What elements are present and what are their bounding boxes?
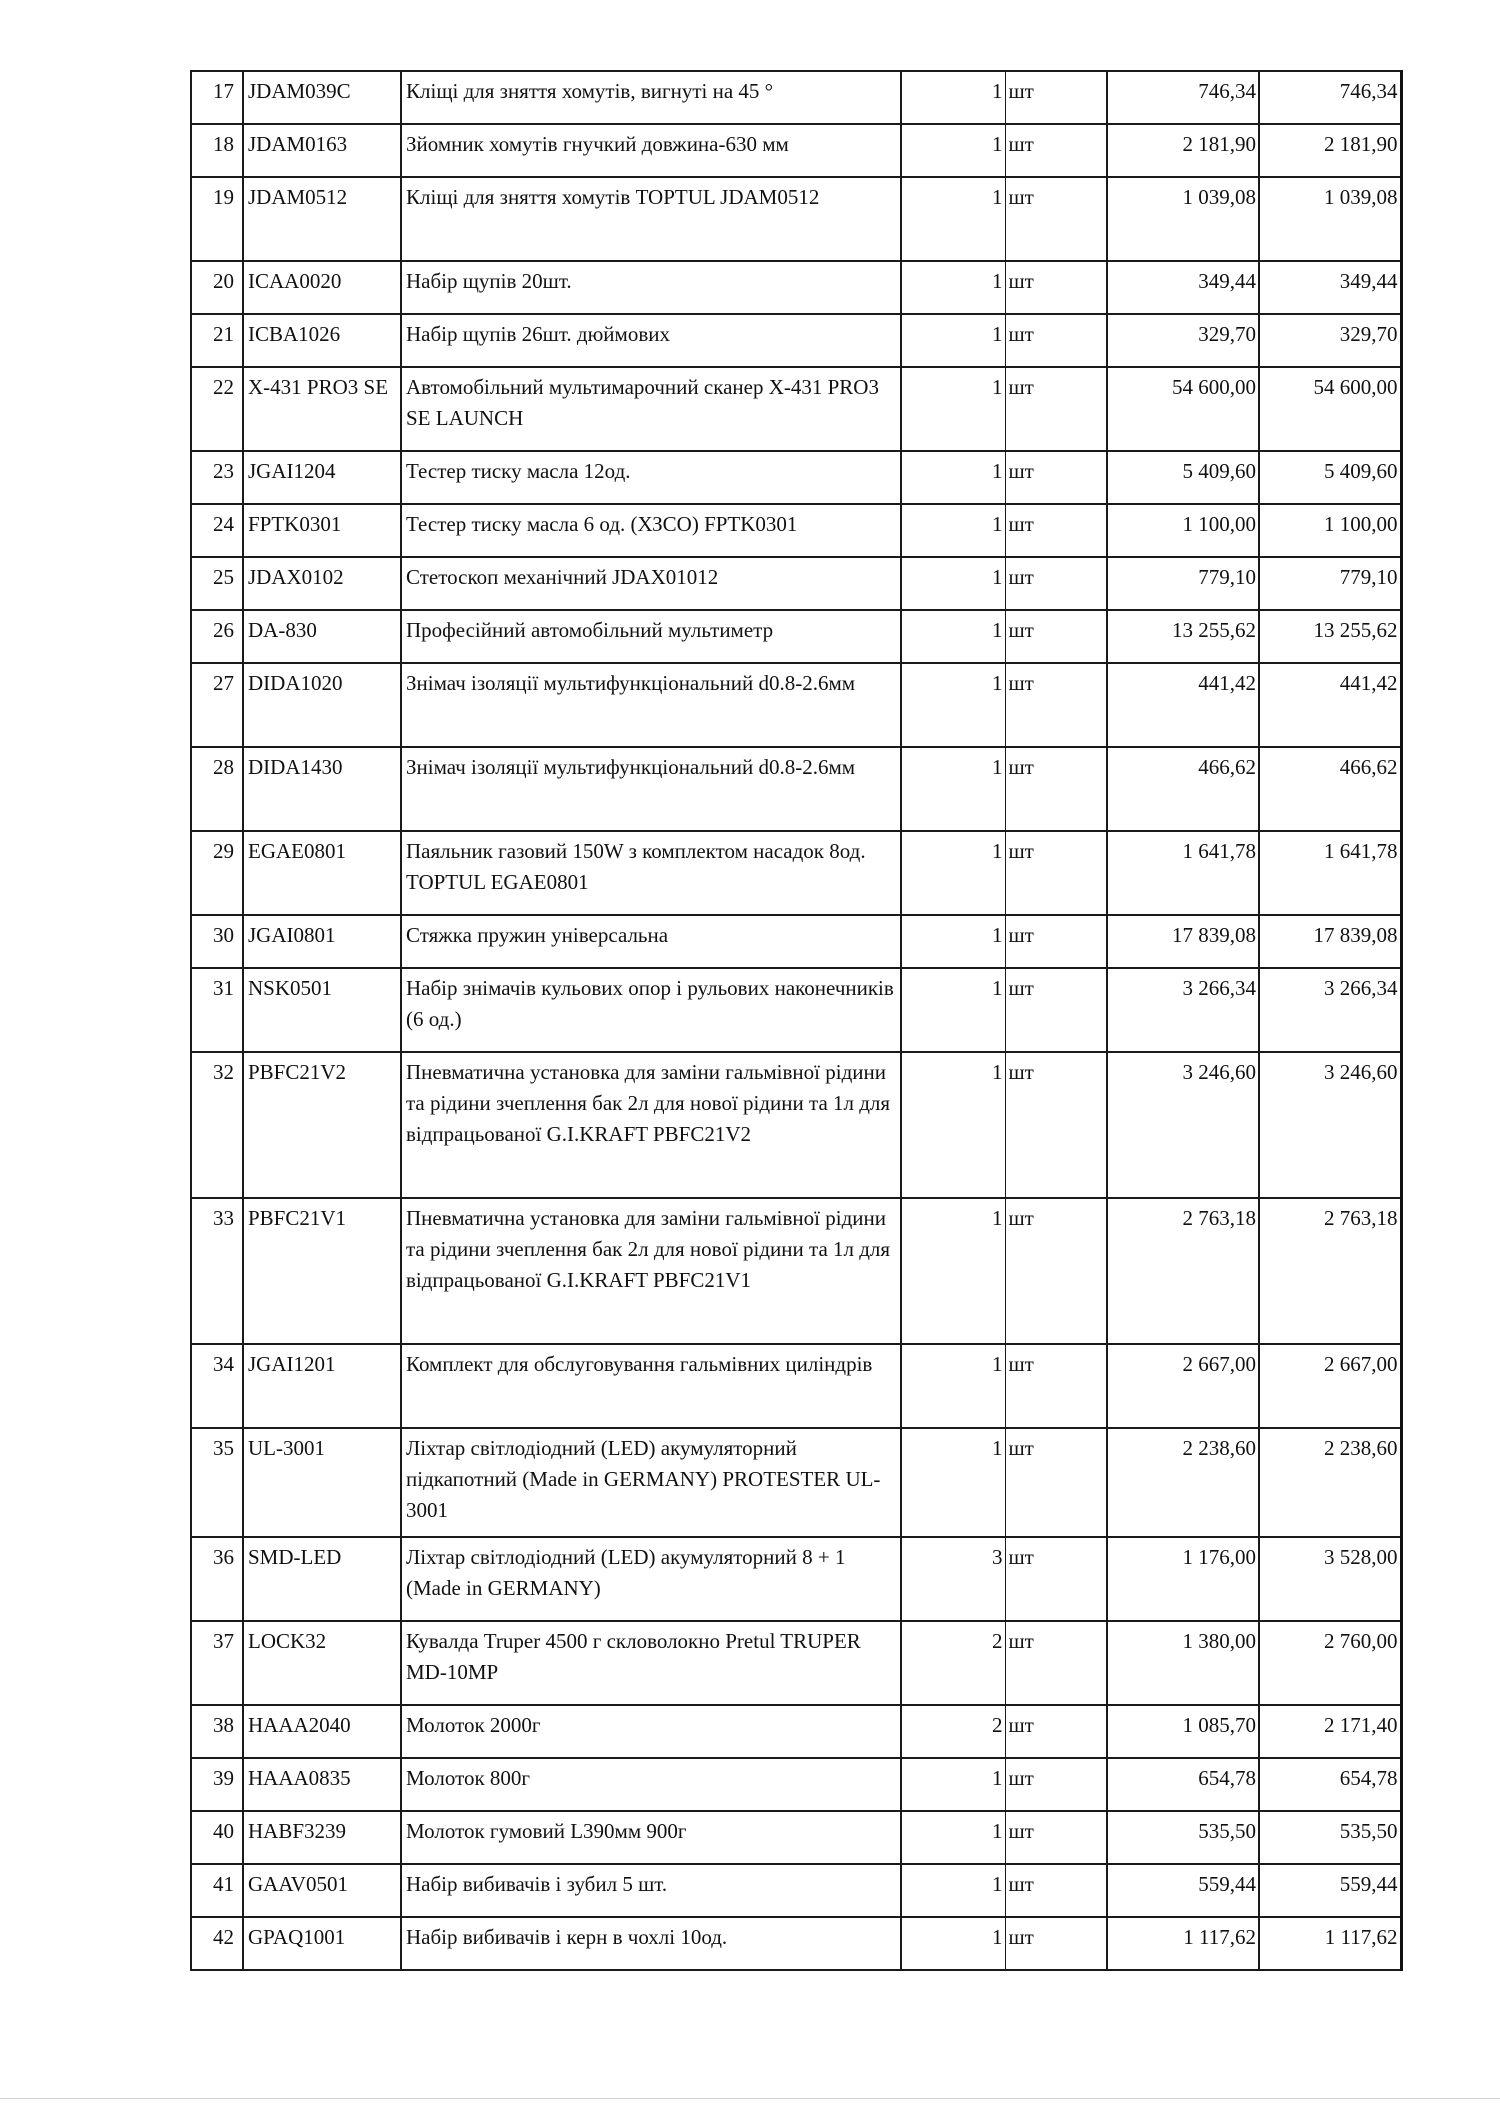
cell-article-code: JDAX0102 [243, 557, 401, 610]
cell-row-number: 21 [191, 314, 243, 367]
table-row [191, 1705, 1401, 1758]
cell-item-name: Пневматична установка для заміни гальмівної рідини та рідини зчеплення бак 2л для нової рідини та 1л для відпрацьованої G.I.KRAFT PBFC21V1 [401, 1198, 901, 1344]
table-row [191, 1344, 1401, 1428]
cell-row-number: 19 [191, 177, 243, 261]
table-row [191, 557, 1401, 610]
cell-unit-price: 1 100,00 [1107, 504, 1259, 557]
cell-row-number: 32 [191, 1052, 243, 1198]
cell-unit: шт [1005, 1917, 1107, 1970]
cell-item-name: Знімач ізоляції мультифункціональний d0.8-2.6мм [401, 663, 901, 747]
cell-row-number: 39 [191, 1758, 243, 1811]
cell-article-code: HAAA0835 [243, 1758, 401, 1811]
cell-unit: шт [1005, 663, 1107, 747]
cell-line-total: 1 100,00 [1259, 504, 1401, 557]
cell-article-code: EGAE0801 [243, 831, 401, 915]
table-row [191, 504, 1401, 557]
cell-unit-price: 1 641,78 [1107, 831, 1259, 915]
cell-row-number: 36 [191, 1537, 243, 1621]
cell-unit-price: 2 763,18 [1107, 1198, 1259, 1344]
cell-item-name: Стяжка пружин універсальна [401, 915, 901, 968]
cell-item-name: Набір вибивачів і зубил 5 шт. [401, 1864, 901, 1917]
cell-quantity: 1 [901, 1052, 1005, 1198]
cell-row-number: 38 [191, 1705, 243, 1758]
cell-item-name: Паяльник газовий 150W з комплектом насадок 8од. TOPTUL EGAE0801 [401, 831, 901, 915]
cell-quantity: 1 [901, 1428, 1005, 1537]
cell-article-code: HAAA2040 [243, 1705, 401, 1758]
cell-row-number: 35 [191, 1428, 243, 1537]
cell-line-total: 17 839,08 [1259, 915, 1401, 968]
cell-article-code: PBFC21V1 [243, 1198, 401, 1344]
table-row [191, 261, 1401, 314]
table-row [191, 1811, 1401, 1864]
cell-unit: шт [1005, 314, 1107, 367]
table-row [191, 831, 1401, 915]
cell-row-number: 20 [191, 261, 243, 314]
cell-item-name: Комплект для обслуговування гальмівних циліндрів [401, 1344, 901, 1428]
cell-unit-price: 466,62 [1107, 747, 1259, 831]
items-table [190, 70, 1403, 1971]
cell-article-code: GPAQ1001 [243, 1917, 401, 1970]
cell-article-code: JGAI0801 [243, 915, 401, 968]
cell-unit-price: 17 839,08 [1107, 915, 1259, 968]
cell-line-total: 1 039,08 [1259, 177, 1401, 261]
cell-unit: шт [1005, 831, 1107, 915]
cell-unit-price: 1 380,00 [1107, 1621, 1259, 1705]
cell-unit: шт [1005, 177, 1107, 261]
cell-item-name: Набір щупів 26шт. дюймових [401, 314, 901, 367]
cell-unit: шт [1005, 1537, 1107, 1621]
cell-item-name: Зйомник хомутів гнучкий довжина-630 мм [401, 124, 901, 177]
cell-article-code: JDAM0512 [243, 177, 401, 261]
cell-line-total: 535,50 [1259, 1811, 1401, 1864]
cell-unit-price: 779,10 [1107, 557, 1259, 610]
cell-row-number: 34 [191, 1344, 243, 1428]
table-row [191, 610, 1401, 663]
cell-line-total: 559,44 [1259, 1864, 1401, 1917]
cell-quantity: 1 [901, 261, 1005, 314]
cell-row-number: 31 [191, 968, 243, 1052]
cell-quantity: 1 [901, 831, 1005, 915]
cell-quantity: 1 [901, 663, 1005, 747]
cell-unit-price: 3 266,34 [1107, 968, 1259, 1052]
cell-row-number: 24 [191, 504, 243, 557]
cell-item-name: Пневматична установка для заміни гальмівної рідини та рідини зчеплення бак 2л для нової рідини та 1л для відпрацьованої G.I.KRAFT PBFC21V2 [401, 1052, 901, 1198]
cell-unit: шт [1005, 71, 1107, 124]
cell-line-total: 329,70 [1259, 314, 1401, 367]
cell-row-number: 40 [191, 1811, 243, 1864]
cell-unit-price: 349,44 [1107, 261, 1259, 314]
cell-line-total: 746,34 [1259, 71, 1401, 124]
cell-quantity: 2 [901, 1621, 1005, 1705]
cell-item-name: Тестер тиску масла 6 од. (ХЗСО) FPTK0301 [401, 504, 901, 557]
cell-unit-price: 1 039,08 [1107, 177, 1259, 261]
cell-line-total: 466,62 [1259, 747, 1401, 831]
cell-line-total: 779,10 [1259, 557, 1401, 610]
cell-line-total: 3 528,00 [1259, 1537, 1401, 1621]
table-row [191, 1864, 1401, 1917]
cell-row-number: 37 [191, 1621, 243, 1705]
cell-unit: шт [1005, 1428, 1107, 1537]
cell-line-total: 2 171,40 [1259, 1705, 1401, 1758]
table-row [191, 968, 1401, 1052]
cell-unit-price: 54 600,00 [1107, 367, 1259, 451]
cell-article-code: JGAI1204 [243, 451, 401, 504]
cell-line-total: 54 600,00 [1259, 367, 1401, 451]
cell-unit: шт [1005, 1864, 1107, 1917]
cell-item-name: Автомобільний мультимарочний сканер X-431 PRO3 SE LAUNCH [401, 367, 901, 451]
cell-row-number: 18 [191, 124, 243, 177]
cell-unit-price: 329,70 [1107, 314, 1259, 367]
cell-quantity: 1 [901, 177, 1005, 261]
cell-item-name: Набір щупів 20шт. [401, 261, 901, 314]
cell-row-number: 28 [191, 747, 243, 831]
cell-unit: шт [1005, 1052, 1107, 1198]
cell-item-name: Тестер тиску масла 12од. [401, 451, 901, 504]
table-row [191, 1621, 1401, 1705]
cell-unit: шт [1005, 1344, 1107, 1428]
cell-item-name: Молоток 800г [401, 1758, 901, 1811]
cell-article-code: ICBA1026 [243, 314, 401, 367]
cell-article-code: UL-3001 [243, 1428, 401, 1537]
cell-article-code: DIDA1430 [243, 747, 401, 831]
cell-unit-price: 535,50 [1107, 1811, 1259, 1864]
cell-row-number: 23 [191, 451, 243, 504]
items-table-body [191, 71, 1401, 1970]
cell-row-number: 26 [191, 610, 243, 663]
cell-line-total: 441,42 [1259, 663, 1401, 747]
cell-unit-price: 2 238,60 [1107, 1428, 1259, 1537]
cell-article-code: PBFC21V2 [243, 1052, 401, 1198]
cell-item-name: Професійний автомобільний мультиметр [401, 610, 901, 663]
cell-line-total: 3 266,34 [1259, 968, 1401, 1052]
table-row [191, 367, 1401, 451]
table-row [191, 1428, 1401, 1537]
cell-item-name: Кліщі для зняття хомутів, вигнуті на 45 ° [401, 71, 901, 124]
cell-unit: шт [1005, 451, 1107, 504]
cell-unit: шт [1005, 367, 1107, 451]
table-row [191, 1758, 1401, 1811]
cell-line-total: 654,78 [1259, 1758, 1401, 1811]
cell-quantity: 1 [901, 915, 1005, 968]
cell-unit-price: 559,44 [1107, 1864, 1259, 1917]
cell-quantity: 1 [901, 1864, 1005, 1917]
cell-line-total: 5 409,60 [1259, 451, 1401, 504]
cell-unit-price: 2 181,90 [1107, 124, 1259, 177]
table-row [191, 124, 1401, 177]
cell-article-code: SMD-LED [243, 1537, 401, 1621]
cell-item-name: Молоток 2000г [401, 1705, 901, 1758]
cell-unit-price: 1 176,00 [1107, 1537, 1259, 1621]
cell-row-number: 25 [191, 557, 243, 610]
cell-quantity: 3 [901, 1537, 1005, 1621]
cell-item-name: Знімач ізоляції мультифункціональний d0.8-2.6мм [401, 747, 901, 831]
cell-unit-price: 654,78 [1107, 1758, 1259, 1811]
cell-row-number: 22 [191, 367, 243, 451]
cell-unit: шт [1005, 747, 1107, 831]
cell-unit: шт [1005, 1198, 1107, 1344]
cell-article-code: DIDA1020 [243, 663, 401, 747]
cell-quantity: 1 [901, 1198, 1005, 1344]
cell-unit: шт [1005, 1758, 1107, 1811]
cell-unit: шт [1005, 1705, 1107, 1758]
cell-quantity: 1 [901, 1917, 1005, 1970]
cell-item-name: Стетоскоп механічний JDAX01012 [401, 557, 901, 610]
cell-item-name: Набір знімачів кульових опор і рульових наконечників (6 од.) [401, 968, 901, 1052]
cell-line-total: 3 246,60 [1259, 1052, 1401, 1198]
cell-unit-price: 441,42 [1107, 663, 1259, 747]
cell-article-code: FPTK0301 [243, 504, 401, 557]
table-row [191, 663, 1401, 747]
cell-line-total: 2 238,60 [1259, 1428, 1401, 1537]
cell-quantity: 1 [901, 968, 1005, 1052]
cell-article-code: LOCK32 [243, 1621, 401, 1705]
cell-article-code: DA-830 [243, 610, 401, 663]
table-row [191, 747, 1401, 831]
table-row [191, 1052, 1401, 1198]
cell-quantity: 1 [901, 504, 1005, 557]
page-bottom-rule [0, 2098, 1500, 2099]
cell-line-total: 349,44 [1259, 261, 1401, 314]
table-row [191, 71, 1401, 124]
cell-line-total: 2 760,00 [1259, 1621, 1401, 1705]
cell-quantity: 1 [901, 557, 1005, 610]
cell-unit-price: 2 667,00 [1107, 1344, 1259, 1428]
cell-unit-price: 13 255,62 [1107, 610, 1259, 663]
cell-unit: шт [1005, 124, 1107, 177]
cell-item-name: Набір вибивачів і керн в чохлі 10од. [401, 1917, 901, 1970]
cell-line-total: 2 667,00 [1259, 1344, 1401, 1428]
cell-row-number: 41 [191, 1864, 243, 1917]
cell-row-number: 17 [191, 71, 243, 124]
cell-unit: шт [1005, 968, 1107, 1052]
cell-unit: шт [1005, 1811, 1107, 1864]
cell-item-name: Ліхтар світлодіодний (LED) акумуляторний 8 + 1 (Made in GERMANY) [401, 1537, 901, 1621]
cell-article-code: X-431 PRO3 SE [243, 367, 401, 451]
cell-item-name: Кліщі для зняття хомутів TOPTUL JDAM0512 [401, 177, 901, 261]
cell-quantity: 1 [901, 1344, 1005, 1428]
cell-unit-price: 746,34 [1107, 71, 1259, 124]
table-row [191, 314, 1401, 367]
cell-article-code: JDAM0163 [243, 124, 401, 177]
cell-unit: шт [1005, 557, 1107, 610]
cell-unit: шт [1005, 261, 1107, 314]
cell-row-number: 29 [191, 831, 243, 915]
cell-article-code: JGAI1201 [243, 1344, 401, 1428]
cell-quantity: 1 [901, 367, 1005, 451]
cell-item-name: Ліхтар світлодіодний (LED) акумуляторний підкапотний (Made in GERMANY) PROTESTER UL-3001 [401, 1428, 901, 1537]
cell-item-name: Кувалда Truper 4500 г скловолокно Pretul TRUPER MD-10MP [401, 1621, 901, 1705]
cell-line-total: 2 763,18 [1259, 1198, 1401, 1344]
cell-quantity: 1 [901, 1811, 1005, 1864]
cell-line-total: 1 117,62 [1259, 1917, 1401, 1970]
table-row [191, 177, 1401, 261]
cell-quantity: 1 [901, 747, 1005, 831]
cell-quantity: 1 [901, 451, 1005, 504]
cell-unit: шт [1005, 915, 1107, 968]
table-row [191, 1198, 1401, 1344]
table-row [191, 1537, 1401, 1621]
cell-article-code: GAAV0501 [243, 1864, 401, 1917]
cell-row-number: 42 [191, 1917, 243, 1970]
cell-unit: шт [1005, 1621, 1107, 1705]
table-row [191, 1917, 1401, 1970]
cell-quantity: 1 [901, 124, 1005, 177]
table-row [191, 915, 1401, 968]
cell-quantity: 1 [901, 314, 1005, 367]
cell-unit-price: 3 246,60 [1107, 1052, 1259, 1198]
cell-unit-price: 5 409,60 [1107, 451, 1259, 504]
cell-line-total: 13 255,62 [1259, 610, 1401, 663]
cell-row-number: 30 [191, 915, 243, 968]
cell-article-code: NSK0501 [243, 968, 401, 1052]
cell-line-total: 2 181,90 [1259, 124, 1401, 177]
cell-quantity: 1 [901, 610, 1005, 663]
cell-row-number: 27 [191, 663, 243, 747]
cell-unit-price: 1 085,70 [1107, 1705, 1259, 1758]
cell-quantity: 1 [901, 1758, 1005, 1811]
cell-article-code: JDAM039C [243, 71, 401, 124]
cell-unit: шт [1005, 504, 1107, 557]
cell-unit: шт [1005, 610, 1107, 663]
cell-item-name: Молоток гумовий L390мм 900г [401, 1811, 901, 1864]
cell-unit-price: 1 117,62 [1107, 1917, 1259, 1970]
cell-line-total: 1 641,78 [1259, 831, 1401, 915]
cell-article-code: ICAA0020 [243, 261, 401, 314]
cell-quantity: 1 [901, 71, 1005, 124]
cell-row-number: 33 [191, 1198, 243, 1344]
table-row [191, 451, 1401, 504]
cell-quantity: 2 [901, 1705, 1005, 1758]
cell-article-code: HABF3239 [243, 1811, 401, 1864]
